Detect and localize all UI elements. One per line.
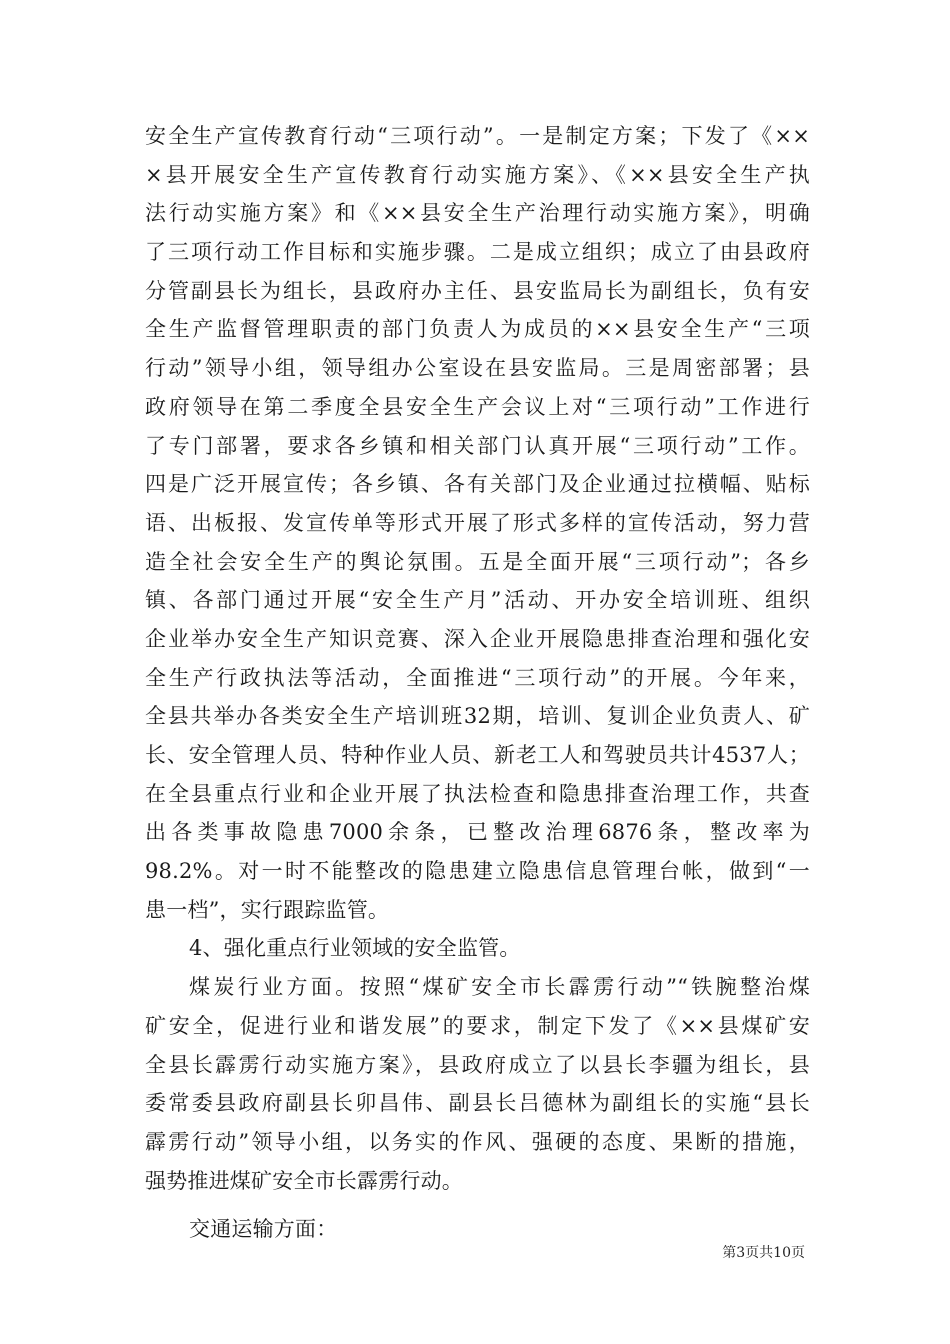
paragraph-spacer bbox=[145, 1200, 810, 1210]
text-line: 企业举办安全生产知识竞赛、深入企业开展隐患排查治理和强化安 bbox=[145, 626, 810, 651]
text-line: 政府领导在第二季度全县安全生产会议上对“三项行动”工作进行 bbox=[145, 394, 810, 419]
text-line: 交通运输方面： bbox=[189, 1217, 338, 1242]
text-line: 全生产行政执法等活动，全面推进“三项行动”的开展。今年来， bbox=[145, 665, 810, 690]
text-line: 煤炭行业方面。按照“煤矿安全市长霹雳行动”“铁腕整治煤 bbox=[189, 975, 810, 1000]
text-line: 强势推进煤矿安全市长霹雳行动。 bbox=[145, 1168, 463, 1193]
text-line: 委常委县政府副县长卯昌伟、副县长吕德林为副组长的实施“县长 bbox=[145, 1091, 810, 1116]
text-line: 出各类事故隐患7000余条，已整改治理6876条，整改率为 bbox=[145, 820, 810, 845]
text-line: 患一档”，实行跟踪监管。 bbox=[145, 897, 390, 922]
paragraph-transport bbox=[145, 1210, 810, 1249]
text-line: 镇、各部门通过开展“安全生产月”活动、开办安全培训班、组织 bbox=[145, 588, 810, 613]
text-line: 了三项行动工作目标和实施步骤。二是成立组织；成立了由县政府 bbox=[145, 240, 810, 265]
text-line: 安全生产宣传教育行动“三项行动”。一是制定方案；下发了《×× bbox=[145, 124, 810, 148]
paragraph-coal-industry bbox=[145, 968, 810, 1200]
paragraph-three-actions bbox=[145, 117, 810, 929]
text-line: 全县长霹雳行动实施方案》，县政府成立了以县长李疆为组长，县 bbox=[145, 1052, 810, 1077]
text-line: 四是广泛开展宣传；各乡镇、各有关部门及企业通过拉横幅、贴标 bbox=[145, 472, 810, 497]
text-line: ×县开展安全生产宣传教育行动实施方案》、《××县安全生产执 bbox=[145, 162, 810, 187]
section-heading: 4、强化重点行业领域的安全监管。 bbox=[189, 936, 521, 961]
document-body bbox=[145, 117, 810, 1249]
text-line: 98.2%。对一时不能整改的隐患建立隐患信息管理台帐，做到“一 bbox=[145, 859, 810, 884]
text-line: 在全县重点行业和企业开展了执法检查和隐患排查治理工作，共查 bbox=[145, 781, 810, 806]
text-line: 语、出板报、发宣传单等形式开展了形式多样的宣传活动，努力营 bbox=[145, 510, 810, 535]
text-line: 矿安全，促进行业和谐发展”的要求，制定下发了《××县煤矿安 bbox=[145, 1013, 810, 1038]
text-line: 全县共举办各类安全生产培训班32期，培训、复训企业负责人、矿 bbox=[145, 704, 810, 729]
text-line: 长、安全管理人员、特种作业人员、新老工人和驾驶员共计4537人； bbox=[145, 743, 810, 767]
text-line: 造全社会安全生产的舆论氛围。五是全面开展“三项行动”；各乡 bbox=[145, 549, 810, 574]
text-line: 全生产监督管理职责的部门负责人为成员的××县安全生产“三项 bbox=[145, 317, 810, 342]
text-line: 了专门部署，要求各乡镇和相关部门认真开展“三项行动”工作。 bbox=[145, 433, 810, 458]
text-line: 霹雳行动”领导小组，以务实的作风、强硬的态度、果断的措施， bbox=[145, 1129, 810, 1154]
text-line: 分管副县长为组长，县政府办主任、县安监局长为副组长，负有安 bbox=[145, 278, 810, 303]
page-number: 第3页共10页 bbox=[722, 1245, 805, 1261]
text-line: 法行动实施方案》和《××县安全生产治理行动实施方案》，明确 bbox=[145, 201, 810, 226]
text-line: 行动”领导小组，领导组办公室设在县安监局。三是周密部署；县 bbox=[145, 356, 810, 381]
